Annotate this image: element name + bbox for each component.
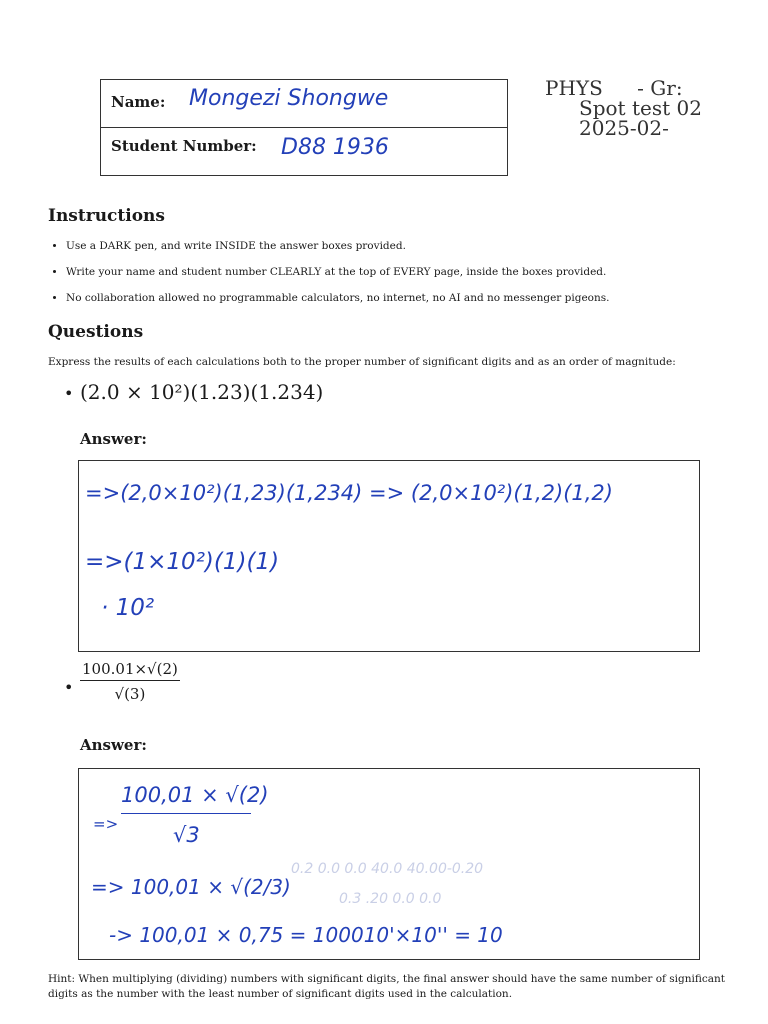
instruction-item: • No collaboration allowed no programmable calculators, no internet, no AI and no messenger pigeons. [66,290,609,316]
answer-1-box[interactable] [78,460,700,652]
name-label: Name: [111,93,166,111]
question-2-numerator: 100.01×√(2) [80,660,180,681]
instructions-heading: Instructions [48,206,165,226]
test-title: Spot test 02 [579,96,702,120]
student-number-row [101,127,507,175]
answer-2-box[interactable] [78,768,700,960]
answer-2-label: Answer: [80,736,147,754]
questions-lead: Express the results of each calculations both to the proper number of significant digits and as an order of magnitude: [48,356,676,368]
answer-2-line: => [93,815,119,833]
course-block [545,78,702,138]
answer-1-line: · 10² [101,595,155,621]
answer-2-line: -> 100,01 × 0,75 = 100010'×10'' = 10 [109,923,503,947]
course-code: PHYS [545,76,603,100]
question-1-expression: (2.0 × 10²)(1.23)(1.234) [80,380,324,404]
instruction-item: • Write your name and student number CLEARLY at the top of EVERY page, inside the boxes provided. [66,264,609,290]
fraction-bar [121,813,251,814]
student-number-value[interactable]: D88 1936 [281,135,389,160]
name-row [101,80,507,128]
name-value[interactable]: Mongezi Shongwe [189,86,389,111]
hint-text: Hint: When multiplying (dividing) numbers with significant digits, the final answer should have the same number of significant digits as the number with the least number of significant digits used in the calculation. [48,973,725,1000]
bullet-icon: • [64,678,74,697]
answer-2-line: => 100,01 × √(2/3) [91,875,291,899]
answer-1-label: Answer: [80,430,147,448]
bullet-icon: • [64,384,74,403]
instruction-item: • Use a DARK pen, and write INSIDE the answer boxes provided. [66,238,609,264]
student-number-label: Student Number: [111,137,257,155]
answer-1-line: =>(2,0×10²)(1,23)(1,234) => (2,0×10²)(1,2)(1,2) [85,481,613,505]
answer-2-line: √3 [173,823,200,847]
faint-scribble: 0.3 .20 0.0 0.0 [339,891,442,907]
identity-box [100,79,508,176]
instructions-list [48,238,609,316]
faint-scribble: 0.2 0.0 0.0 40.0 40.00-0.20 [291,861,484,877]
question-2-fraction [80,660,180,703]
answer-1-line: =>(1×10²)(1)(1) [85,549,280,575]
group-label: - Gr: [637,76,683,100]
answer-2-line: 100,01 × √(2) [121,783,269,807]
questions-heading: Questions [48,322,144,342]
test-date: 2025-02- [579,116,669,140]
question-2-denominator: √(3) [114,685,146,703]
